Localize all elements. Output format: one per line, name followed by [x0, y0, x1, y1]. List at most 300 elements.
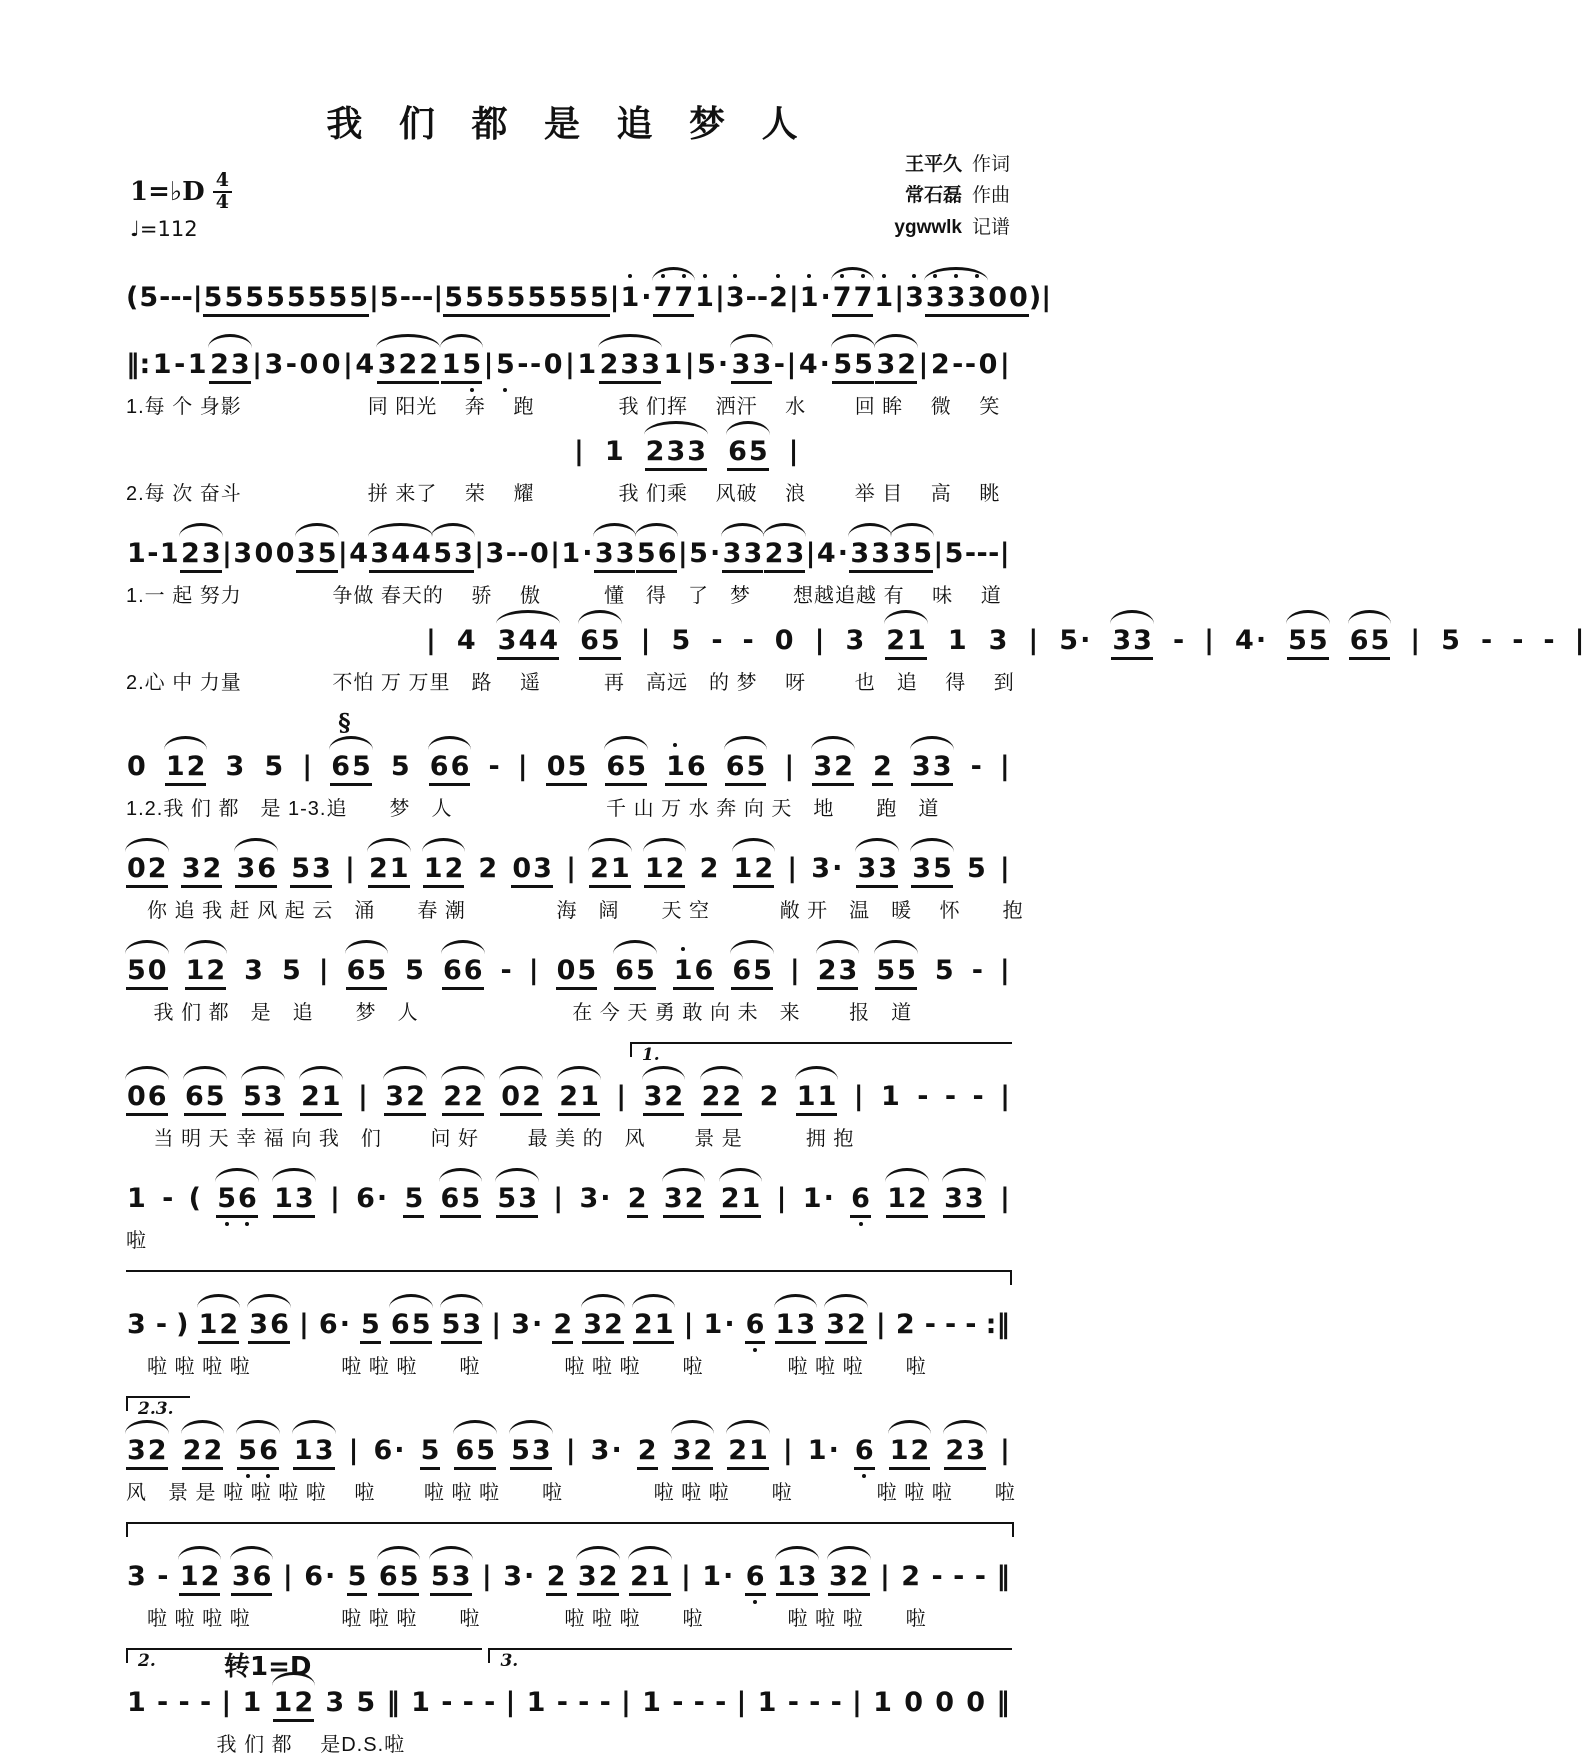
- barline: |: [999, 955, 1010, 986]
- barline: |: [677, 538, 688, 569]
- slur-arc: [874, 940, 918, 954]
- slur-arc: [440, 1294, 484, 1308]
- note-token: 0: [966, 1687, 986, 1718]
- note-token: 65: [1349, 625, 1391, 660]
- note-token: -: [181, 282, 193, 313]
- slur-arc: [652, 267, 696, 281]
- music-sheet: [126, 0, 1585, 1757]
- note-token: 53: [430, 1561, 472, 1596]
- slur-arc: [598, 334, 662, 348]
- notes-row: [126, 836, 1010, 888]
- slur-arc: [576, 1546, 620, 1560]
- barline: |: [221, 1687, 232, 1718]
- lyrics-line: 当 明 天 幸 福 向 我 们 问 好 最 美 的 风 景 是 拥 抱: [126, 1128, 855, 1150]
- note-token: 55: [568, 282, 610, 317]
- note-token: 12: [889, 1435, 931, 1470]
- barline: |: [918, 349, 929, 380]
- note-token: 0: [935, 1687, 955, 1718]
- note-token: -: [441, 1687, 453, 1718]
- note-token: 3: [244, 955, 263, 986]
- note-token: -: [974, 1561, 986, 1592]
- note-token: 33: [911, 751, 953, 786]
- notes-row: [126, 1292, 1010, 1344]
- slur-arc: [730, 334, 774, 348]
- note-token: 0: [978, 349, 998, 380]
- note-token: 1: [127, 1687, 146, 1718]
- slur-arc: [496, 610, 560, 624]
- note-token: -: [488, 751, 500, 782]
- lyrics-line: 你 追 我 赶 风 起 云 涌 春 潮 海 阔 天 空 敞 开 温 暖 怀 抱: [126, 900, 1024, 922]
- lyrics-line: 啦 啦 啦 啦 啦 啦 啦 啦 啦 啦 啦 啦 啦 啦 啦 啦: [126, 1608, 927, 1630]
- slur-arc: [884, 610, 928, 624]
- note-token: ‖: [996, 1687, 1010, 1718]
- slur-arc: [292, 1420, 336, 1434]
- note-token: 05: [556, 955, 598, 990]
- note-token: 33: [731, 349, 773, 384]
- note-token: 66: [442, 955, 484, 990]
- volta-bracket: [488, 1648, 1012, 1671]
- key-change-label: 转1=D: [224, 1652, 312, 1682]
- note-token: -: [199, 1687, 212, 1718]
- slur-arc: [440, 334, 484, 348]
- barline: |: [491, 1309, 502, 1340]
- lyricist-credit: [894, 149, 1010, 180]
- slur-arc: [632, 1294, 676, 1308]
- note-token: 6: [854, 1435, 875, 1470]
- note-token: 6: [745, 1309, 766, 1344]
- slur-arc: [179, 523, 223, 537]
- note-token: 50: [126, 955, 168, 990]
- note-token: 11: [796, 1081, 838, 1116]
- note-token: 3: [233, 538, 253, 569]
- slur-arc: [581, 1294, 625, 1308]
- slur-arc: [662, 1168, 706, 1182]
- note-token: 5: [347, 1561, 368, 1596]
- barline: |: [683, 1309, 694, 1340]
- barline: |: [786, 349, 797, 380]
- note-token: 6·: [373, 1435, 405, 1466]
- note-token: 4: [355, 349, 375, 380]
- barline: |: [358, 1081, 368, 1112]
- barline: |: [298, 1309, 309, 1340]
- slur-arc: [329, 736, 373, 750]
- note-token: 55: [875, 955, 917, 990]
- note-token: 1: [577, 349, 597, 380]
- notes-row: [126, 734, 1010, 786]
- note-token: 3·: [503, 1561, 535, 1592]
- barline: |: [788, 282, 799, 313]
- barline: |: [616, 1081, 627, 1112]
- barline: |: [609, 282, 620, 313]
- barline: |: [1574, 625, 1585, 656]
- note-token: 32: [663, 1183, 705, 1218]
- slur-arc: [775, 1546, 819, 1560]
- note-token: 5: [360, 1309, 381, 1344]
- note-token: -: [944, 1081, 957, 1112]
- composer-name: 常石磊: [904, 185, 962, 207]
- note-token: -: [711, 625, 723, 656]
- note-token: 36: [248, 1309, 290, 1344]
- note-token: 5·: [689, 538, 721, 569]
- lyricist-role: 作词: [971, 154, 1010, 175]
- note-token: 3: [264, 349, 284, 380]
- slur-arc: [578, 610, 622, 624]
- note-token: -: [556, 1687, 568, 1718]
- barline: |: [1000, 1081, 1010, 1112]
- note-token: 21: [558, 1081, 600, 1116]
- note-token: 1: [127, 1183, 146, 1214]
- slur-arc: [721, 523, 765, 537]
- slur-arc: [943, 1420, 987, 1434]
- slur-arc: [1348, 610, 1392, 624]
- note-token: 12: [423, 853, 465, 888]
- note-token: 5: [379, 282, 399, 313]
- notes-row: [126, 332, 1010, 384]
- note-token: 23: [209, 349, 251, 384]
- note-token: 65: [330, 751, 372, 786]
- note-token: ): [176, 1309, 189, 1340]
- slur-arc: [125, 838, 169, 852]
- note-token: 5: [671, 625, 691, 656]
- note-token: -: [462, 1687, 474, 1718]
- note-token: 65: [346, 955, 388, 990]
- note-token: -: [170, 282, 182, 313]
- note-token: -: [157, 1561, 169, 1592]
- note-token: 0: [543, 349, 563, 380]
- note-token: -: [157, 1687, 169, 1718]
- note-token: -: [988, 538, 1000, 569]
- note-token: 3: [127, 1309, 146, 1340]
- note-token: 66: [429, 751, 471, 786]
- note-token: -: [917, 1081, 929, 1112]
- slur-arc: [428, 736, 472, 750]
- note-token: 3: [225, 751, 245, 782]
- barline: |: [192, 282, 203, 313]
- transcriber-role: 记谱: [971, 216, 1010, 238]
- slur-arc: [890, 523, 934, 537]
- slur-arc: [888, 1420, 932, 1434]
- note-token: 4·: [1235, 625, 1267, 656]
- notes-row: [126, 1544, 1010, 1596]
- barline: |: [933, 538, 944, 569]
- barline: |: [640, 625, 651, 656]
- note-token: -: [517, 538, 529, 569]
- note-token: 55: [1287, 625, 1329, 660]
- barline: |: [348, 1435, 359, 1466]
- note-token: -: [773, 349, 785, 380]
- note-token: 1: [695, 282, 714, 313]
- note-token: 35: [891, 538, 933, 573]
- barline: |: [879, 1561, 890, 1592]
- slur-arc: [831, 334, 875, 348]
- barline: |: [474, 538, 485, 569]
- lyrics-line: 我 们 都 是 追 梦 人 在 今 天 勇 敢 向 未 来 报 道: [126, 1002, 913, 1024]
- note-token: 5: [1441, 625, 1460, 656]
- slur-arc: [942, 1168, 986, 1182]
- header-meta: [126, 154, 1010, 265]
- slur-arc: [345, 940, 389, 954]
- note-token: 21: [720, 1183, 762, 1218]
- slur-arc: [125, 940, 169, 954]
- lyrics-line: 1.2.我 们 都 是 1-3.追 梦 人 千 山 万 水 奔 向 天 地 跑 道: [126, 798, 940, 820]
- barline: |: [875, 1309, 886, 1340]
- note-token: 3: [325, 1687, 345, 1718]
- note-token: 1·: [799, 282, 831, 313]
- note-token: -: [953, 1561, 965, 1592]
- note-token: 5: [403, 1183, 424, 1218]
- note-token: 36: [235, 853, 277, 888]
- note-token: 32: [384, 1081, 426, 1116]
- lyricist-name: 王平久: [904, 154, 962, 175]
- barline: |: [999, 751, 1010, 782]
- note-token: 0: [275, 538, 295, 569]
- note-token: 55: [286, 282, 328, 317]
- slur-arc: [642, 1066, 686, 1080]
- barline: |: [550, 538, 561, 569]
- music-system: [126, 1166, 1010, 1253]
- slur-arc: [855, 838, 899, 852]
- note-token: :‖: [985, 1309, 1010, 1340]
- note-token: -: [931, 1561, 943, 1592]
- slur-arc: [643, 838, 687, 852]
- note-token: 3: [905, 282, 924, 313]
- music-systems-container: [126, 265, 1585, 1757]
- note-token: 1: [152, 349, 172, 380]
- note-token: 5: [264, 751, 284, 782]
- slur-arc: [848, 523, 892, 537]
- note-token: 333: [925, 282, 987, 317]
- note-token: -: [422, 282, 434, 313]
- note-token: 4: [349, 538, 368, 569]
- note-token: -: [976, 538, 988, 569]
- tempo-marking: ♩=112: [130, 216, 198, 241]
- note-token: 35: [296, 538, 338, 573]
- note-token: 233: [645, 436, 707, 471]
- note-token: 1·: [620, 282, 652, 313]
- barline: |: [318, 955, 329, 986]
- slur-arc: [236, 1420, 280, 1434]
- barline: |: [680, 1561, 691, 1592]
- note-token: ): [1028, 282, 1042, 313]
- barline: |: [426, 625, 436, 656]
- lyrics-line: 1.每 个 身影 同 阳光 奔 跑 我 们挥 洒汗 水 回 眸 微 笑: [126, 396, 1001, 418]
- note-token: (: [188, 1183, 201, 1214]
- slur-arc: [628, 1546, 672, 1560]
- lyrics-line: 我 们 都 是D.S.啦: [126, 1734, 406, 1756]
- slur-arc: [671, 1420, 715, 1434]
- note-token: -: [715, 1687, 727, 1718]
- note-token: 00: [987, 282, 1029, 317]
- barline: |: [894, 282, 905, 313]
- barline: |: [1000, 1435, 1010, 1466]
- note-token: 53: [441, 1309, 483, 1344]
- slur-arc: [593, 523, 637, 537]
- barline: |: [1410, 625, 1421, 656]
- barline: |: [517, 751, 528, 782]
- note-token: 06: [126, 1081, 168, 1116]
- note-token: 2: [759, 1081, 779, 1112]
- music-system: [126, 1394, 1016, 1505]
- note-token: -: [742, 625, 754, 656]
- note-token: 1·: [807, 1435, 839, 1466]
- volta-label: 2.3.: [138, 1399, 174, 1419]
- lyrics-line: 2.心 中 力量 不怕 万 万里 路 遥 再 高远 的 梦 呀 也 追 得 到: [126, 672, 1015, 694]
- note-token: -: [174, 349, 186, 380]
- barline: |: [343, 349, 353, 380]
- note-token: -: [965, 1309, 977, 1340]
- note-token: -: [147, 538, 159, 569]
- barline: |: [564, 349, 575, 380]
- slur-arc: [241, 1066, 285, 1080]
- slur-arc: [439, 1168, 483, 1182]
- barline: |: [553, 1183, 564, 1214]
- transcriber-credit: [894, 212, 1010, 243]
- note-token: 23: [764, 538, 806, 573]
- note-token: 16: [665, 751, 707, 786]
- barline: |: [684, 349, 695, 380]
- slur-arc: [557, 1066, 601, 1080]
- note-token: 32: [126, 1435, 168, 1470]
- note-token: -: [578, 1687, 590, 1718]
- barline: |: [814, 625, 825, 656]
- note-token: 1: [159, 538, 179, 569]
- note-token: 56: [636, 538, 678, 573]
- note-token: 3: [725, 282, 745, 313]
- note-token: 35: [911, 853, 953, 888]
- music-system: [126, 1520, 1010, 1631]
- barline: |: [528, 955, 539, 986]
- music-system: [126, 1646, 1010, 1757]
- note-token: 5: [390, 751, 410, 782]
- note-token: -: [505, 538, 517, 569]
- barline: |: [282, 1561, 293, 1592]
- barline: |: [481, 1561, 492, 1592]
- note-token: 5·: [697, 349, 729, 380]
- note-token: 2: [699, 853, 719, 884]
- note-token: 2: [552, 1309, 573, 1344]
- slur-arc: [495, 1168, 539, 1182]
- barline: |: [369, 282, 379, 313]
- note-token: -: [599, 1687, 611, 1718]
- note-token: 32: [672, 1435, 714, 1470]
- note-token: 65: [614, 955, 656, 990]
- note-token: 36: [231, 1561, 273, 1596]
- slur-arc: [247, 1294, 291, 1308]
- volta-bracket: [126, 1396, 190, 1419]
- slur-arc: [1110, 610, 1154, 624]
- note-token: -: [924, 1309, 936, 1340]
- time-signature-denominator: 4: [215, 190, 229, 213]
- note-token: 21: [727, 1435, 769, 1470]
- note-token: 3: [988, 625, 1008, 656]
- note-token: 0: [321, 349, 341, 380]
- note-token: 0: [774, 625, 794, 656]
- note-token: 65: [579, 625, 621, 660]
- note-token: 5: [420, 1435, 441, 1470]
- note-token: 53: [496, 1183, 538, 1218]
- slur-arc: [125, 1066, 169, 1080]
- note-token: 12: [273, 1687, 315, 1722]
- slur-arc: [774, 1294, 818, 1308]
- note-token: -: [952, 349, 964, 380]
- note-token: 1: [187, 349, 207, 380]
- note-token: -: [517, 349, 529, 380]
- slur-arc: [827, 1546, 871, 1560]
- note-token: 23: [817, 955, 859, 990]
- slur-arc: [367, 838, 411, 852]
- lyrics-line: 风 景 是 啦 啦 啦 啦 啦 啦 啦 啦 啦 啦 啦 啦 啦 啦 啦 啦 啦: [126, 1482, 1016, 1504]
- music-system: [126, 265, 1052, 317]
- note-token: -: [809, 1687, 821, 1718]
- slur-arc: [431, 523, 475, 537]
- note-token: 65: [440, 1183, 482, 1218]
- slur-arc: [910, 736, 954, 750]
- lyrics-line: 啦 啦 啦 啦 啦 啦 啦 啦 啦 啦 啦 啦 啦 啦 啦 啦: [126, 1356, 927, 1378]
- note-token: 65: [390, 1309, 432, 1344]
- note-token: 22: [182, 1435, 224, 1470]
- barline: |: [776, 1183, 787, 1214]
- note-token: 33: [943, 1183, 985, 1218]
- slur-arc: [824, 1294, 868, 1308]
- slur-arc: [215, 1168, 259, 1182]
- note-token: 22: [701, 1081, 743, 1116]
- note-token: 1: [411, 1687, 430, 1718]
- slur-arc: [183, 1066, 227, 1080]
- barline: |: [852, 1687, 862, 1718]
- barline: |: [853, 1081, 864, 1112]
- note-token: -: [178, 1687, 190, 1718]
- barline: |: [566, 853, 576, 884]
- page-title: 我 们 都 是 追 梦 人: [326, 104, 810, 145]
- barline: |: [999, 853, 1010, 884]
- note-token: -: [756, 282, 769, 313]
- time-signature: [213, 171, 232, 213]
- note-token: 3: [845, 625, 865, 656]
- note-token: 32: [577, 1561, 619, 1596]
- music-system: [126, 1268, 1010, 1379]
- note-token: 12: [179, 1561, 221, 1596]
- note-token: 13: [293, 1435, 335, 1470]
- note-token: 65: [725, 751, 767, 786]
- slur-arc: [164, 736, 208, 750]
- note-token: 56: [216, 1183, 258, 1218]
- composer-credit: [894, 180, 1010, 211]
- slur-arc: [295, 523, 339, 537]
- note-token: 03: [511, 853, 553, 888]
- slur-arc: [724, 736, 768, 750]
- barline: |: [252, 349, 263, 380]
- volta-label: 2.: [138, 1651, 156, 1671]
- note-token: 1: [873, 1687, 892, 1718]
- barline: |: [433, 282, 444, 313]
- note-token: -: [1543, 625, 1555, 656]
- note-token: 1: [881, 1081, 900, 1112]
- note-token: -: [484, 1687, 496, 1718]
- slur-arc: [613, 940, 657, 954]
- note-token: 344: [369, 538, 431, 573]
- note-token: -: [745, 282, 757, 313]
- note-token: 5: [496, 349, 515, 380]
- note-token: ‖:: [126, 349, 151, 380]
- slur-arc: [377, 1546, 421, 1560]
- barline: |: [805, 538, 816, 569]
- note-token: 2: [478, 853, 498, 884]
- slur-arc: [910, 838, 954, 852]
- transcriber-name: ygwwlk: [894, 216, 962, 238]
- slur-arc: [125, 1420, 169, 1434]
- note-token: 0: [299, 349, 319, 380]
- note-token: 4·: [798, 349, 830, 380]
